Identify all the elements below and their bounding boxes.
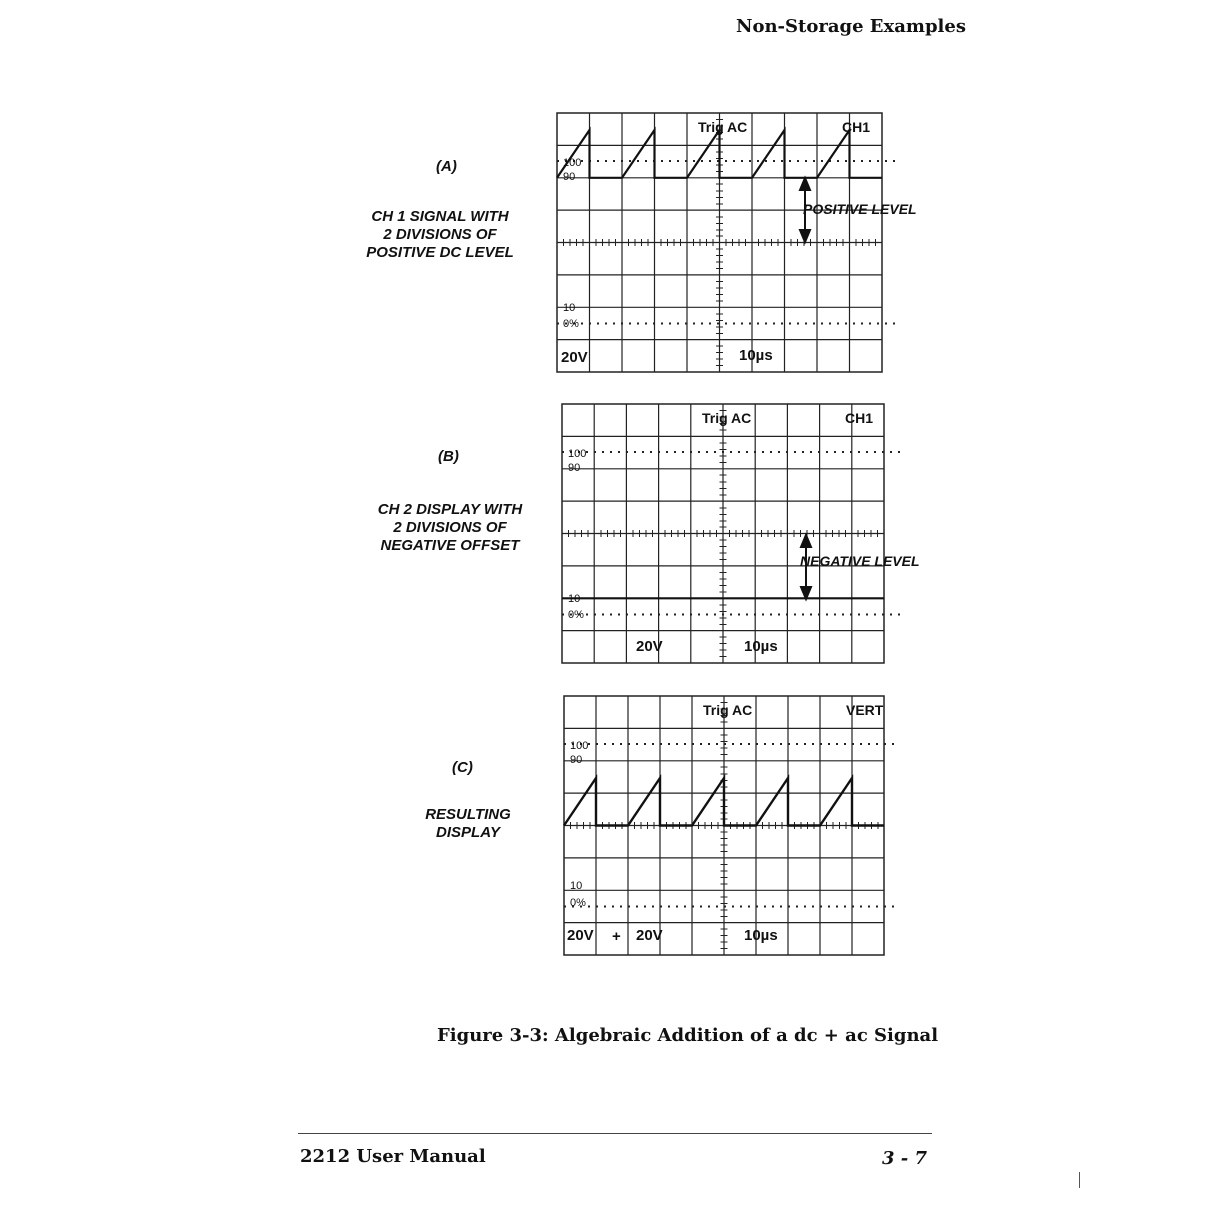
pct-100-label: 100 <box>570 740 589 752</box>
figure-caption: Figure 3-3: Algebraic Addition of a dc + ac Signal <box>437 1025 939 1046</box>
negative-level-label: NEGATIVE LEVEL <box>800 553 920 569</box>
volts-per-div-label: 20V <box>636 638 663 655</box>
panel-a-description <box>350 208 530 262</box>
timebase-label: 10µs <box>744 927 778 944</box>
pct-100-label: 100 <box>568 448 587 460</box>
scope-display-a <box>545 110 920 376</box>
pct-10-label: 10 <box>568 593 581 605</box>
pct-90-label: 90 <box>563 171 576 183</box>
panel-a-desc-line-3: POSITIVE DC LEVEL <box>366 244 514 261</box>
channel-label: CH1 <box>842 119 871 135</box>
pct-90-label: 90 <box>568 462 581 474</box>
positive-level-label: POSITIVE LEVEL <box>803 201 917 217</box>
panel-a-desc-line-1: CH 1 SIGNAL WITH <box>371 208 509 225</box>
panel-b-desc-line-1: CH 2 DISPLAY WITH <box>377 501 523 518</box>
ch1-sawtooth-trace <box>557 130 882 178</box>
vert-mode-label: VERT <box>846 702 884 718</box>
pct-90-label: 90 <box>570 754 583 766</box>
scope-display-b <box>550 401 925 667</box>
panel-a-letter: (A) <box>436 158 457 175</box>
pct-0-label: 0% <box>563 318 579 330</box>
margin-mark <box>1079 1172 1080 1188</box>
scope-display-c <box>552 693 927 959</box>
resulting-sawtooth-trace <box>564 778 884 826</box>
pct-10-label: 10 <box>570 880 583 892</box>
trig-ac-label: Trig AC <box>703 702 753 718</box>
panel-c-description <box>378 806 558 842</box>
add-plus-label: + <box>612 928 621 945</box>
pct-10-label: 10 <box>563 302 576 314</box>
panel-c-desc-line-1: RESULTING <box>425 806 511 823</box>
timebase-label: 10µs <box>739 347 773 364</box>
timebase-label: 10µs <box>744 638 778 655</box>
ch1-volts-label: 20V <box>567 927 594 944</box>
footer-divider <box>298 1133 932 1134</box>
trig-ac-label: Trig AC <box>702 410 752 426</box>
footer-manual-title: 2212 User Manual <box>300 1146 486 1167</box>
panel-b-description <box>360 501 540 555</box>
panel-a-desc-line-2: 2 DIVISIONS OF <box>383 226 497 243</box>
pct-0-label: 0% <box>570 897 586 909</box>
panel-c-letter: (C) <box>452 759 473 776</box>
panel-b-letter: (B) <box>438 448 459 465</box>
panel-b-desc-line-2: 2 DIVISIONS OF <box>393 519 507 536</box>
panel-c-desc-line-2: DISPLAY <box>436 824 500 841</box>
footer-page-number: 3 - 7 <box>882 1148 928 1169</box>
pct-0-label: 0% <box>568 609 584 621</box>
pct-100-label: 100 <box>563 157 582 169</box>
channel-label: CH1 <box>845 410 874 426</box>
panel-b-desc-line-3: NEGATIVE OFFSET <box>380 537 520 554</box>
ch2-volts-label: 20V <box>636 927 663 944</box>
page-header-title: Non-Storage Examples <box>736 16 966 37</box>
trig-ac-label: Trig AC <box>698 119 748 135</box>
volts-per-div-label: 20V <box>561 349 588 366</box>
